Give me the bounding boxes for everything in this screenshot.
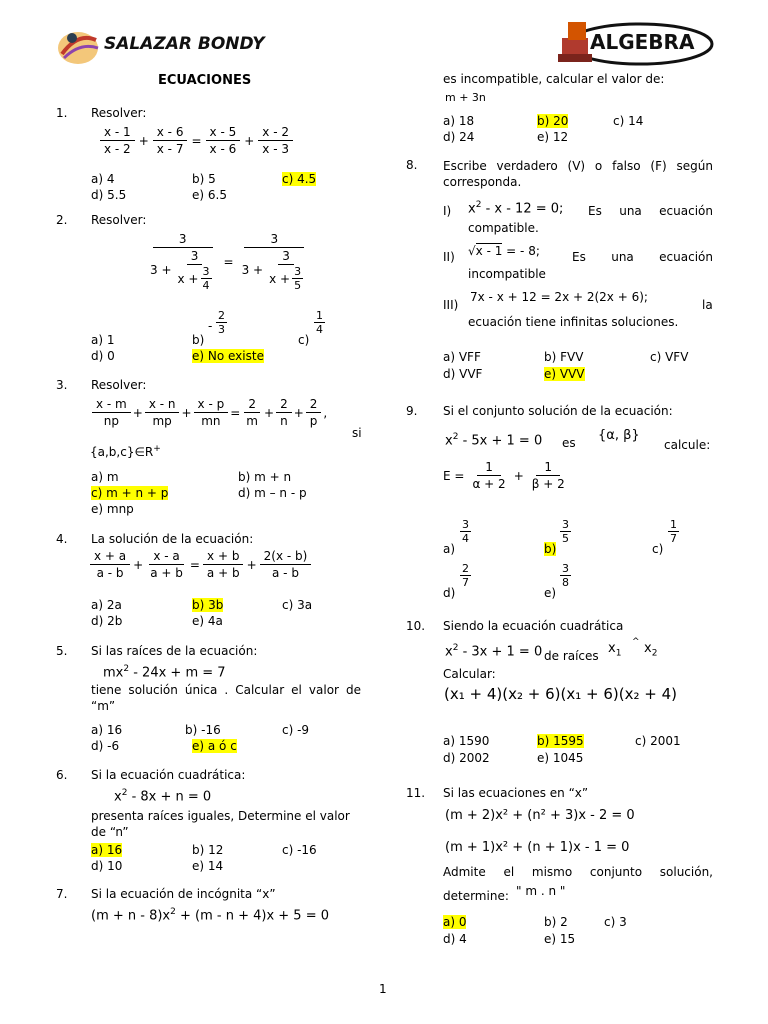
equation: $mx^2 - 24x + m = 7$ [103, 664, 226, 681]
option-d: d) 24 [443, 130, 475, 144]
option-a-answer: a) 16 [91, 843, 123, 857]
option-b-fraction: $\frac{3}{5}$ [562, 518, 569, 545]
option-c-answer: c) m + n + p [91, 486, 169, 500]
option-e-answer: e) VVV [544, 367, 585, 381]
school-logo [56, 26, 102, 66]
option-b-answer: b) [544, 542, 557, 556]
option-b-fraction: $\frac{2}{3}$ [218, 309, 225, 336]
option-a-fraction: $\frac{3}{4}$ [462, 518, 469, 545]
solution-set: {α, β} [598, 428, 640, 443]
option-b: b) 2 [544, 915, 568, 929]
page-title: ECUACIONES [158, 73, 252, 88]
item-i-text: Es una ecuación [588, 204, 713, 218]
target-expression: m + 3n [445, 91, 486, 104]
equation: 3 3 + 3 x + $\frac{3}{4}$ = 3 3 + 3 x + $\frac{3}{5}$ [146, 231, 311, 292]
option-a: a) 1 [91, 333, 115, 347]
question-number: 9. [406, 404, 418, 418]
question-prompt: Si la ecuación cuadrática: [91, 768, 246, 782]
question-text: Admite el mismo conjunto solución, [443, 865, 713, 879]
question-number: 1. [56, 106, 68, 120]
option-e: e) 6.5 [192, 188, 227, 202]
question-number: 5. [56, 644, 68, 658]
question-number: 3. [56, 378, 68, 392]
option-c: c) 14 [613, 114, 644, 128]
option-d: d) 10 [91, 859, 123, 873]
equation: $\frac{x - 1}{x - 2}$ + $\frac{x - 6}{x - 7}$ = $\frac{x - 5}{x - 6}$ + $\frac{x - 2}{x - 3}$ [100, 124, 293, 157]
si-label: si [352, 426, 362, 440]
question-prompt: Siendo la ecuación cuadrática [443, 619, 624, 633]
fraction: $\frac{x - 2}{x - 3}$ [258, 124, 293, 157]
option-d: d) 4 [443, 932, 467, 946]
option-d: d) [443, 586, 456, 600]
equation-1: (m + 2)x² + (n² + 3)x - 2 = 0 [445, 808, 635, 823]
question-text: es incompatible, calcular el valor de: [443, 72, 665, 86]
option-c-fraction: $\frac{1}{7}$ [670, 518, 677, 545]
option-e: e) [544, 586, 557, 600]
option-e: e) mnp [91, 502, 134, 516]
option-b: b) -16 [185, 723, 221, 737]
question-number: 11. [406, 786, 426, 800]
fraction: $\frac{x - 5}{x - 6}$ [206, 124, 241, 157]
option-a-answer: a) 0 [443, 915, 467, 929]
question-number: 4. [56, 532, 68, 546]
item-ii-equation: √x - 1 = - 8; [468, 244, 540, 258]
option-d: d) 0 [91, 349, 115, 363]
option-b: b) 12 [192, 843, 224, 857]
school-name: SALAZAR BONDY [104, 34, 265, 54]
item-ii-text: Es una ecuación [572, 250, 713, 264]
option-d: d) -6 [91, 739, 120, 753]
condition: {a,b,c}∈R+ [90, 444, 161, 459]
item-i-text-2: compatible. [468, 221, 539, 235]
option-b: b) FVV [544, 350, 584, 364]
question-prompt: La solución de la ecuación: [91, 532, 254, 546]
option-a: a) 16 [91, 723, 123, 737]
equation: $\frac{x + a}{a - b}$ + $\frac{x - a}{a + b}$ = $\frac{x + b}{a + b}$ + $\frac{2(x - b)}{a - b}$ [90, 548, 311, 581]
option-e-answer: e) No existe [192, 349, 264, 363]
fraction: $\frac{x - 6}{x - 7}$ [153, 124, 188, 157]
question-text-2: determine: [443, 889, 509, 903]
option-e-fraction: $\frac{3}{8}$ [562, 562, 569, 589]
option-e: e) 12 [537, 130, 569, 144]
root-x1: $x_1$ [608, 641, 622, 659]
es-label: es [562, 436, 576, 450]
option-e: e) 4a [192, 614, 223, 628]
option-d: d) VVF [443, 367, 483, 381]
question-text: presenta raíces iguales, Determine el valor de “n” [91, 809, 350, 839]
question-prompt: Escribe verdadero (V) o falso (F) según corresponda. [443, 159, 713, 189]
question-number: 8. [406, 158, 418, 172]
option-c-fraction: $\frac{1}{4}$ [316, 309, 323, 336]
calcule-label: calcule: [664, 438, 711, 452]
page-number: 1 [379, 982, 387, 996]
equation: $x^2 - 5x + 1 = 0$ [445, 432, 543, 449]
question-prompt: Si las ecuaciones en “x” [443, 786, 589, 800]
option-e: e) 15 [544, 932, 576, 946]
option-c: c) 3a [282, 598, 313, 612]
option-a: a) [443, 542, 456, 556]
option-c: c) VFV [650, 350, 689, 364]
option-c-answer: c) 4.5 [282, 172, 317, 186]
root-x2: $x_2$ [644, 641, 658, 659]
option-d: d) 2002 [443, 751, 490, 765]
option-b: b) 5 [192, 172, 216, 186]
option-b: b) m + n [238, 470, 292, 484]
item-i-equation: $x^2 - x - 12 = 0$; [468, 200, 564, 217]
option-b: b) [192, 333, 205, 347]
roots-label: de raíces [544, 649, 599, 663]
option-c: c) -16 [282, 843, 317, 857]
option-a: a) 2a [91, 598, 122, 612]
question-text: tiene solución única . Calcular el valor de “m” [91, 683, 361, 713]
option-a: a) 1590 [443, 734, 490, 748]
question-prompt: Si el conjunto solución de la ecuación: [443, 404, 673, 418]
option-b-answer: b) 1595 [537, 734, 584, 748]
fraction: $\frac{x - 1}{x - 2}$ [100, 124, 135, 157]
option-d-fraction: $\frac{2}{7}$ [462, 562, 469, 589]
option-c: c) 2001 [635, 734, 681, 748]
option-c: c) 3 [604, 915, 627, 929]
option-a: a) 18 [443, 114, 475, 128]
option-c: c) [652, 542, 664, 556]
option-e: e) 14 [192, 859, 224, 873]
question-prompt: Resolver: [91, 106, 147, 120]
option-d: d) 5.5 [91, 188, 127, 202]
equation-2: (m + 1)x² + (n + 1)x - 1 = 0 [445, 840, 630, 855]
option-d: d) 2b [91, 614, 123, 628]
expression: (x₁ + 4)(x₂ + 6)(x₁ + 6)(x₂ + 4) [444, 685, 677, 703]
question-number: 10. [406, 619, 426, 633]
question-number: 6. [56, 768, 68, 782]
option-e-answer: e) a ó c [192, 739, 237, 753]
option-c: c) -9 [282, 723, 310, 737]
question-prompt: Resolver: [91, 378, 147, 392]
question-number: 2. [56, 213, 68, 227]
option-d: d) m – n - p [238, 486, 307, 500]
option-a: a) m [91, 470, 119, 484]
algebra-logo-text: ALGEBRA [590, 30, 695, 54]
target-expression: " m . n " [516, 884, 566, 898]
option-e: e) 1045 [537, 751, 584, 765]
option-c: c) [298, 333, 310, 347]
item-ii-label: II) [443, 250, 455, 264]
item-iii-text-2: ecuación tiene infinitas soluciones. [468, 315, 679, 329]
item-i-label: I) [443, 204, 452, 218]
equation: $\frac{x - m}{np}$ + $\frac{x - n}{mp}$ + $\frac{x - p}{mn}$ = $\frac{2}{m}$ + $\frac{2}{n}$ + $\frac{2}{p}$ , [92, 396, 327, 429]
option-a: a) 4 [91, 172, 115, 186]
expression-E: E = $\frac{1}{\alpha + 2}$ + $\frac{1}{\beta + 2}$ [443, 460, 565, 491]
question-prompt: Resolver: [91, 213, 147, 227]
question-number: 7. [56, 887, 68, 901]
calcular-label: Calcular: [443, 667, 496, 681]
item-iii-text: la [702, 298, 713, 312]
equation: $x^2 - 8x + n = 0$ [114, 788, 212, 805]
option-b-answer: b) 20 [537, 114, 569, 128]
item-ii-text-2: incompatible [468, 267, 546, 281]
equation: $(m + n - 8)x^2 + (m - n + 4)x + 5 = 0$ [91, 907, 329, 924]
item-iii-label: III) [443, 298, 459, 312]
option-a: a) VFF [443, 350, 481, 364]
option-b-answer: b) 3b [192, 598, 224, 612]
equation: $x^2 - 3x + 1 = 0$ [445, 643, 543, 660]
question-prompt: Si la ecuación de incógnita “x” [91, 887, 276, 901]
question-prompt: Si las raíces de la ecuación: [91, 644, 258, 658]
item-iii-equation: 7x - x + 12 = 2x + 2(2x + 6); [470, 290, 648, 304]
